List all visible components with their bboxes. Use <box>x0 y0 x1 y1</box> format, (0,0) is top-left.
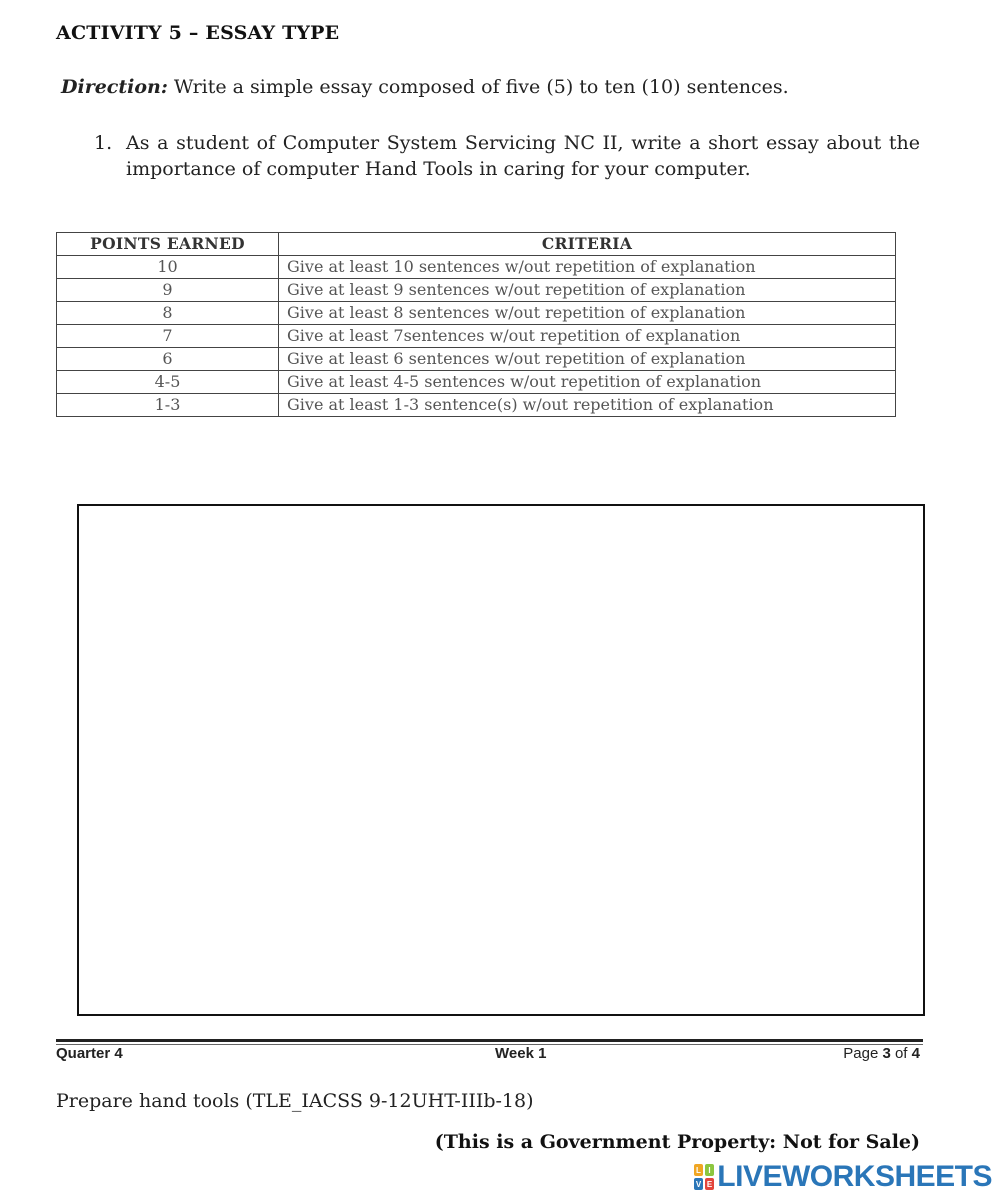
rubric-header-row <box>57 233 896 256</box>
direction-label: Direction: <box>61 76 168 98</box>
criteria-cell: Give at least 6 sentences w/out repetition of explanation <box>279 348 896 371</box>
header-points-earned: POINTS EARNED <box>57 233 279 256</box>
essay-answer-box[interactable] <box>77 504 925 1016</box>
footer-quarter: Quarter 4 <box>56 1045 123 1062</box>
liveworksheets-logo-icon <box>694 1164 714 1190</box>
criteria-cell: Give at least 8 sentences w/out repetition of explanation <box>279 302 896 325</box>
criteria-cell: Give at least 4-5 sentences w/out repetition of explanation <box>279 371 896 394</box>
points-cell: 10 <box>57 256 279 279</box>
direction-text: Write a simple essay composed of five (5) to ten (10) sentences. <box>167 76 789 98</box>
table-row <box>57 279 896 302</box>
question-text: As a student of Computer System Servicing NC II, write a short essay about the importance of computer Hand Tools in caring for your computer. <box>126 132 920 180</box>
points-cell: 4-5 <box>57 371 279 394</box>
table-row <box>57 325 896 348</box>
footer-page-number <box>843 1045 920 1062</box>
table-row <box>57 394 896 417</box>
svg-text:I: I <box>708 1166 711 1175</box>
table-row <box>57 256 896 279</box>
svg-text:V: V <box>696 1180 702 1189</box>
criteria-cell: Give at least 9 sentences w/out repetition of explanation <box>279 279 896 302</box>
page-sep: of <box>890 1045 912 1062</box>
criteria-cell: Give at least 7sentences w/out repetition of explanation <box>279 325 896 348</box>
question-number: 1. <box>94 132 113 154</box>
header-criteria: CRITERIA <box>279 233 896 256</box>
footer-divider <box>56 1039 923 1042</box>
government-property-note: (This is a Government Property: Not for Sale) <box>434 1131 920 1153</box>
activity-title: ACTIVITY 5 – ESSAY TYPE <box>56 22 340 44</box>
points-cell: 7 <box>57 325 279 348</box>
table-row <box>57 348 896 371</box>
svg-text:L: L <box>696 1166 702 1175</box>
points-cell: 6 <box>57 348 279 371</box>
brand-name: LIVEWORKSHEETS <box>717 1160 992 1193</box>
page-prefix: Page <box>843 1045 883 1062</box>
table-row <box>57 371 896 394</box>
table-row <box>57 302 896 325</box>
page-total: 4 <box>911 1045 920 1062</box>
points-cell: 8 <box>57 302 279 325</box>
svg-text:E: E <box>707 1180 713 1189</box>
points-cell: 1-3 <box>57 394 279 417</box>
competency-code: Prepare hand tools (TLE_IACSS 9-12UHT-IIIb-18) <box>56 1090 534 1112</box>
footer-week: Week 1 <box>495 1045 547 1062</box>
rubric-table <box>56 232 896 417</box>
page-current: 3 <box>882 1045 891 1062</box>
liveworksheets-brand[interactable] <box>694 1160 992 1194</box>
footer-divider-thin <box>56 1044 923 1045</box>
criteria-cell: Give at least 10 sentences w/out repetition of explanation <box>279 256 896 279</box>
essay-question <box>94 130 920 182</box>
direction <box>61 76 789 98</box>
criteria-cell: Give at least 1-3 sentence(s) w/out repetition of explanation <box>279 394 896 417</box>
points-cell: 9 <box>57 279 279 302</box>
